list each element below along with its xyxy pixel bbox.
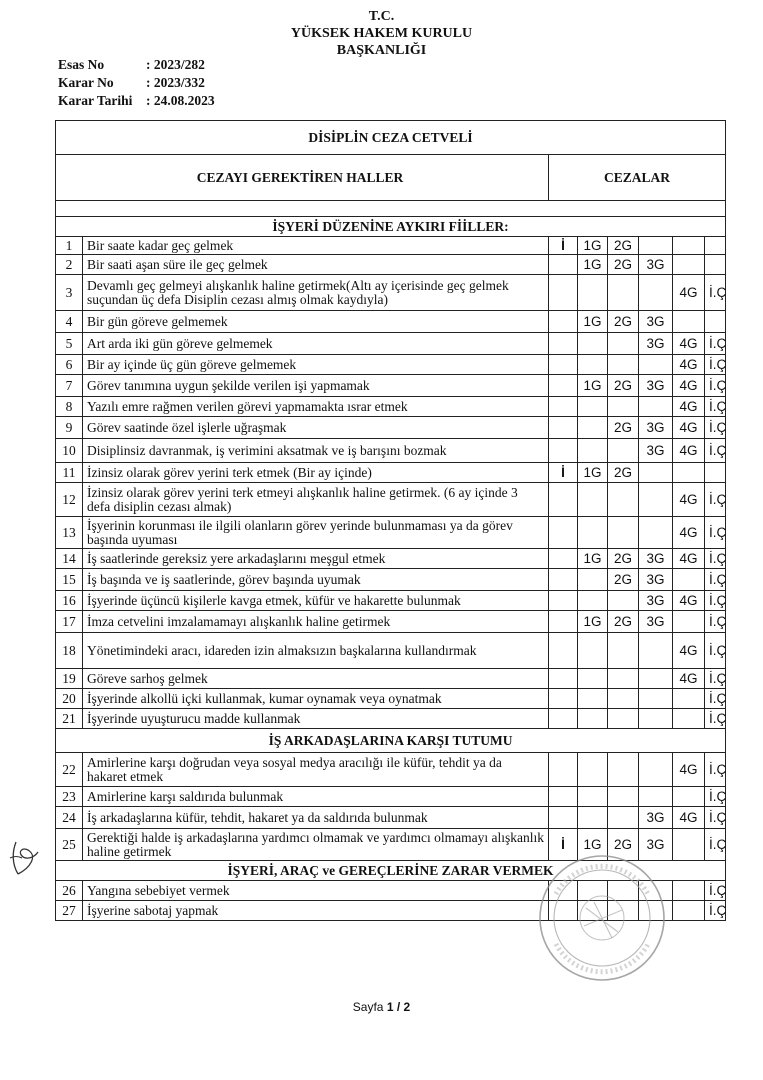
penalty-cell: 4G (673, 417, 705, 439)
table-row (56, 333, 726, 355)
case-info (58, 56, 215, 110)
penalty-cell (673, 311, 705, 333)
penalty-cell (639, 483, 673, 517)
penalty-cell (673, 463, 705, 483)
penalty-cell: İ.Ç (705, 591, 726, 611)
penalty-cell: 3G (639, 611, 673, 633)
offense-description: Disiplinsiz davranmak, iş verimini aksatmak ve iş barışını bozmak (83, 439, 549, 463)
row-number: 25 (56, 829, 83, 861)
offense-description: İşyerine sabotaj yapmak (83, 901, 549, 921)
penalty-cell: 3G (639, 829, 673, 861)
penalty-cell (673, 901, 705, 921)
penalty-cell (549, 375, 578, 397)
penalty-cell: 2G (608, 463, 639, 483)
penalty-cell (578, 807, 608, 829)
table-row (56, 417, 726, 439)
offense-description: İş başında ve iş saatlerinde, görev başında uyumak (83, 569, 549, 591)
penalty-cell (578, 633, 608, 669)
penalty-cell (608, 633, 639, 669)
penalty-cell: 2G (608, 417, 639, 439)
penalty-cell: İ.Ç (705, 333, 726, 355)
table-title: DİSİPLİN CEZA CETVELİ (56, 121, 726, 155)
penalty-cell (578, 483, 608, 517)
penalty-cell (673, 689, 705, 709)
penalty-cell: 3G (639, 549, 673, 569)
row-number: 21 (56, 709, 83, 729)
row-number: 4 (56, 311, 83, 333)
offense-description: Bir saati aşan süre ile geç gelmek (83, 255, 549, 275)
penalty-cell: İ.Ç (705, 753, 726, 787)
penalty-cell (578, 569, 608, 591)
penalty-cell (673, 569, 705, 591)
case-info-value: : 2023/282 (146, 57, 205, 72)
penalty-cell (578, 669, 608, 689)
penalty-cell: 4G (673, 439, 705, 463)
table-row (56, 397, 726, 417)
penalty-cell (549, 333, 578, 355)
offense-description: Devamlı geç gelmeyi alışkanlık haline getirmek(Altı ay içerisinde geç gelmek suçundan üç defa Disiplin cezası almış olmak kaydıyla) (83, 275, 549, 311)
table-title-row (56, 121, 726, 155)
penalty-cell (549, 483, 578, 517)
penalty-cell (608, 517, 639, 549)
penalty-cell (549, 417, 578, 439)
penalty-cell (608, 689, 639, 709)
penalty-cell: 3G (639, 807, 673, 829)
penalty-cell: 1G (578, 829, 608, 861)
row-number: 13 (56, 517, 83, 549)
penalty-cell (549, 569, 578, 591)
table-row (56, 591, 726, 611)
penalty-cell: İ.Ç (705, 275, 726, 311)
penalty-cell: İ.Ç (705, 355, 726, 375)
penalty-cell: 2G (608, 375, 639, 397)
row-number: 27 (56, 901, 83, 921)
penalty-cell: 2G (608, 569, 639, 591)
penalty-cell (549, 753, 578, 787)
penalty-cell: 1G (578, 463, 608, 483)
case-info-row (58, 56, 215, 74)
penalty-cell: 4G (673, 397, 705, 417)
offense-description: Göreve sarhoş gelmek (83, 669, 549, 689)
penalty-cell (549, 807, 578, 829)
table-row (56, 439, 726, 463)
column-header-haller: CEZAYI GEREKTİREN HALLER (56, 155, 549, 201)
row-number: 8 (56, 397, 83, 417)
offense-description: İşyerinde uyuşturucu madde kullanmak (83, 709, 549, 729)
penalty-cell (608, 439, 639, 463)
institution-header (0, 8, 763, 59)
case-info-value: : 2023/332 (146, 75, 205, 90)
penalty-cell: 4G (673, 483, 705, 517)
penalty-cell (639, 669, 673, 689)
case-info-value: : 24.08.2023 (146, 93, 215, 108)
discipline-penalty-table (55, 120, 726, 921)
penalty-cell: İ.Ç (705, 669, 726, 689)
row-number: 7 (56, 375, 83, 397)
penalty-cell: İ.Ç (705, 439, 726, 463)
offense-description: Gerektiği halde iş arkadaşlarına yardımcı olmamak ve yardımcı olmamayı alışkanlık haline getirmek (83, 829, 549, 861)
offense-description: İş arkadaşlarına küfür, tehdit, hakaret ya da saldırıda bulunmak (83, 807, 549, 829)
penalty-cell (705, 237, 726, 255)
page-footer (0, 1000, 763, 1014)
section-header-row (56, 217, 726, 237)
table-separator-row (56, 201, 726, 217)
row-number: 2 (56, 255, 83, 275)
penalty-cell: 1G (578, 311, 608, 333)
penalty-cell: 1G (578, 255, 608, 275)
penalty-cell: İ.Ç (705, 375, 726, 397)
penalty-cell (549, 633, 578, 669)
offense-description: Bir ay içinde üç gün göreve gelmemek (83, 355, 549, 375)
penalty-cell: 4G (673, 333, 705, 355)
row-number: 1 (56, 237, 83, 255)
penalty-cell (608, 709, 639, 729)
offense-description: İş saatlerinde gereksiz yere arkadaşlarını meşgul etmek (83, 549, 549, 569)
penalty-cell (608, 591, 639, 611)
table-row (56, 517, 726, 549)
offense-description: Bir gün göreve gelmemek (83, 311, 549, 333)
penalty-cell (578, 333, 608, 355)
table-header-row (56, 155, 726, 201)
row-number: 24 (56, 807, 83, 829)
penalty-cell (608, 787, 639, 807)
penalty-cell (578, 709, 608, 729)
penalty-cell (673, 611, 705, 633)
penalty-cell: 4G (673, 669, 705, 689)
penalty-cell: 4G (673, 807, 705, 829)
row-number: 20 (56, 689, 83, 709)
penalty-cell: İ.Ç (705, 549, 726, 569)
section-title: İŞYERİ, ARAÇ ve GEREÇLERİNE ZARAR VERMEK (56, 861, 726, 881)
offense-description: Yönetimindeki aracı, idareden izin almaksızın başkalarına kullandırmak (83, 633, 549, 669)
penalty-cell: 1G (578, 375, 608, 397)
penalty-cell: 3G (639, 333, 673, 355)
penalty-cell (549, 397, 578, 417)
penalty-cell: İ.Ç (705, 807, 726, 829)
penalty-cell: 4G (673, 517, 705, 549)
penalty-cell: İ.Ç (705, 901, 726, 921)
penalty-cell (578, 275, 608, 311)
offense-description: İzinsiz olarak görev yerini terk etmeyi alışkanlık haline getirmek. (6 ay içinde 3 defa disiplin cezası almak) (83, 483, 549, 517)
row-number: 14 (56, 549, 83, 569)
penalty-cell (639, 787, 673, 807)
table-row (56, 753, 726, 787)
penalty-cell: 4G (673, 549, 705, 569)
table-row (56, 549, 726, 569)
penalty-cell: 1G (578, 611, 608, 633)
section-title: İŞ ARKADAŞLARINA KARŞI TUTUMU (56, 729, 726, 753)
penalty-cell: İ.Ç (705, 829, 726, 861)
penalty-cell: 2G (608, 255, 639, 275)
penalty-cell (705, 311, 726, 333)
table-row (56, 311, 726, 333)
penalty-cell (549, 709, 578, 729)
column-header-cezalar: CEZALAR (549, 155, 726, 201)
penalty-cell (578, 753, 608, 787)
penalty-cell (549, 689, 578, 709)
table-row (56, 463, 726, 483)
row-number: 16 (56, 591, 83, 611)
penalty-cell (673, 829, 705, 861)
table-row (56, 483, 726, 517)
penalty-cell (639, 709, 673, 729)
penalty-cell: 2G (608, 549, 639, 569)
page-number: 1 / 2 (386, 1000, 411, 1014)
row-number: 10 (56, 439, 83, 463)
penalty-cell: İ.Ç (705, 633, 726, 669)
penalty-cell (639, 633, 673, 669)
penalty-cell: 4G (673, 591, 705, 611)
offense-description: Amirlerine karşı doğrudan veya sosyal medya aracılığı ile küfür, tehdit ya da hakaret etmek (83, 753, 549, 787)
penalty-cell (578, 591, 608, 611)
row-number: 11 (56, 463, 83, 483)
penalty-cell (578, 355, 608, 375)
offense-description: Bir saate kadar geç gelmek (83, 237, 549, 255)
penalty-cell: 3G (639, 569, 673, 591)
penalty-cell: İ.Ç (705, 881, 726, 901)
penalty-cell (578, 517, 608, 549)
penalty-cell: 4G (673, 355, 705, 375)
penalty-cell: 2G (608, 311, 639, 333)
case-info-label: Karar No (58, 75, 114, 90)
row-number: 6 (56, 355, 83, 375)
row-number: 12 (56, 483, 83, 517)
penalty-cell: 2G (608, 237, 639, 255)
penalty-cell (639, 275, 673, 311)
table-row (56, 633, 726, 669)
penalty-cell: İ.Ç (705, 689, 726, 709)
penalty-cell: İ (549, 463, 578, 483)
offense-description: Art arda iki gün göreve gelmemek (83, 333, 549, 355)
penalty-cell: İ (549, 237, 578, 255)
penalty-cell (608, 397, 639, 417)
row-number: 18 (56, 633, 83, 669)
table-row (56, 237, 726, 255)
row-number: 19 (56, 669, 83, 689)
offense-description: Yangına sebebiyet vermek (83, 881, 549, 901)
penalty-cell: İ.Ç (705, 397, 726, 417)
penalty-cell: İ.Ç (705, 517, 726, 549)
penalty-cell: İ.Ç (705, 709, 726, 729)
penalty-cell: 2G (608, 829, 639, 861)
penalty-cell (549, 255, 578, 275)
header-line-2: YÜKSEK HAKEM KURULU (290, 26, 473, 41)
penalty-cell (549, 669, 578, 689)
penalty-cell (608, 753, 639, 787)
section-title: İŞYERİ DÜZENİNE AYKIRI FİİLLER: (56, 217, 726, 237)
penalty-cell (578, 417, 608, 439)
penalty-cell (608, 333, 639, 355)
penalty-cell (673, 787, 705, 807)
penalty-cell: 3G (639, 311, 673, 333)
penalty-cell: İ.Ç (705, 569, 726, 591)
offense-description: İşyerinde üçüncü kişilerle kavga etmek, küfür ve hakarette bulunmak (83, 591, 549, 611)
penalty-cell: İ.Ç (705, 787, 726, 807)
penalty-cell (578, 439, 608, 463)
section-header-row (56, 729, 726, 753)
offense-description: İmza cetvelini imzalamamayı alışkanlık haline getirmek (83, 611, 549, 633)
table-row (56, 569, 726, 591)
offense-description: Görev saatinde özel işlerle uğraşmak (83, 417, 549, 439)
penalty-cell: 3G (639, 591, 673, 611)
penalty-cell (549, 591, 578, 611)
offense-description: İşyerinde alkollü içki kullanmak, kumar oynamak veya oynatmak (83, 689, 549, 709)
table-row (56, 709, 726, 729)
offense-description: Yazılı emre rağmen verilen görevi yapmamakta ısrar etmek (83, 397, 549, 417)
table-row (56, 611, 726, 633)
official-seal-stamp (536, 848, 668, 988)
penalty-cell (578, 787, 608, 807)
penalty-cell (673, 237, 705, 255)
table-row (56, 355, 726, 375)
penalty-cell (639, 689, 673, 709)
penalty-cell (549, 311, 578, 333)
penalty-cell: 3G (639, 439, 673, 463)
penalty-cell: 4G (673, 633, 705, 669)
row-number: 23 (56, 787, 83, 807)
table-row (56, 669, 726, 689)
penalty-cell (608, 355, 639, 375)
offense-description: Görev tanımına uygun şekilde verilen işi yapmamak (83, 375, 549, 397)
offense-description: İzinsiz olarak görev yerini terk etmek (Bir ay içinde) (83, 463, 549, 483)
row-number: 3 (56, 275, 83, 311)
separator-cell (56, 201, 726, 217)
penalty-cell (578, 689, 608, 709)
table-row (56, 255, 726, 275)
penalty-cell (639, 237, 673, 255)
penalty-cell (673, 881, 705, 901)
offense-description: Amirlerine karşı saldırıda bulunmak (83, 787, 549, 807)
penalty-cell (705, 463, 726, 483)
penalty-cell: 1G (578, 549, 608, 569)
penalty-cell (705, 255, 726, 275)
penalty-cell (639, 397, 673, 417)
penalty-cell (578, 397, 608, 417)
penalty-cell: İ.Ç (705, 417, 726, 439)
footer-prefix: Sayfa (352, 1000, 384, 1014)
row-number: 9 (56, 417, 83, 439)
penalty-cell: 4G (673, 753, 705, 787)
penalty-cell: 4G (673, 375, 705, 397)
table-row (56, 689, 726, 709)
penalty-cell (608, 483, 639, 517)
header-line-3: BAŞKANLIĞI (336, 43, 427, 58)
table-row (56, 807, 726, 829)
handwritten-initial-mark (8, 838, 42, 878)
penalty-cell (549, 611, 578, 633)
table-row (56, 787, 726, 807)
penalty-cell (549, 517, 578, 549)
penalty-cell (673, 709, 705, 729)
case-info-row (58, 92, 215, 110)
penalty-cell: 3G (639, 375, 673, 397)
penalty-cell: 4G (673, 275, 705, 311)
penalty-cell (608, 807, 639, 829)
table-row (56, 375, 726, 397)
penalty-cell (673, 255, 705, 275)
penalty-cell: İ.Ç (705, 611, 726, 633)
penalty-cell (549, 439, 578, 463)
penalty-cell (639, 355, 673, 375)
penalty-cell (608, 275, 639, 311)
penalty-cell (608, 669, 639, 689)
header-line-1: T.C. (368, 9, 395, 24)
table-row (56, 275, 726, 311)
penalty-cell: 3G (639, 255, 673, 275)
row-number: 26 (56, 881, 83, 901)
penalty-cell (549, 275, 578, 311)
penalty-cell: İ.Ç (705, 483, 726, 517)
case-info-label: Karar Tarihi (58, 93, 133, 108)
case-info-row (58, 74, 215, 92)
penalty-cell (549, 787, 578, 807)
row-number: 22 (56, 753, 83, 787)
penalty-cell: 1G (578, 237, 608, 255)
row-number: 15 (56, 569, 83, 591)
penalty-cell (549, 355, 578, 375)
penalty-cell: İ (549, 829, 578, 861)
offense-description: İşyerinin korunması ile ilgili olanların görev yerinde bulunmaması ya da görev başında uyuması (83, 517, 549, 549)
penalty-cell: 2G (608, 611, 639, 633)
penalty-cell (639, 463, 673, 483)
row-number: 17 (56, 611, 83, 633)
penalty-cell (549, 549, 578, 569)
penalty-cell (639, 517, 673, 549)
case-info-label: Esas No (58, 57, 105, 72)
penalty-cell (639, 753, 673, 787)
penalty-cell: 3G (639, 417, 673, 439)
row-number: 5 (56, 333, 83, 355)
